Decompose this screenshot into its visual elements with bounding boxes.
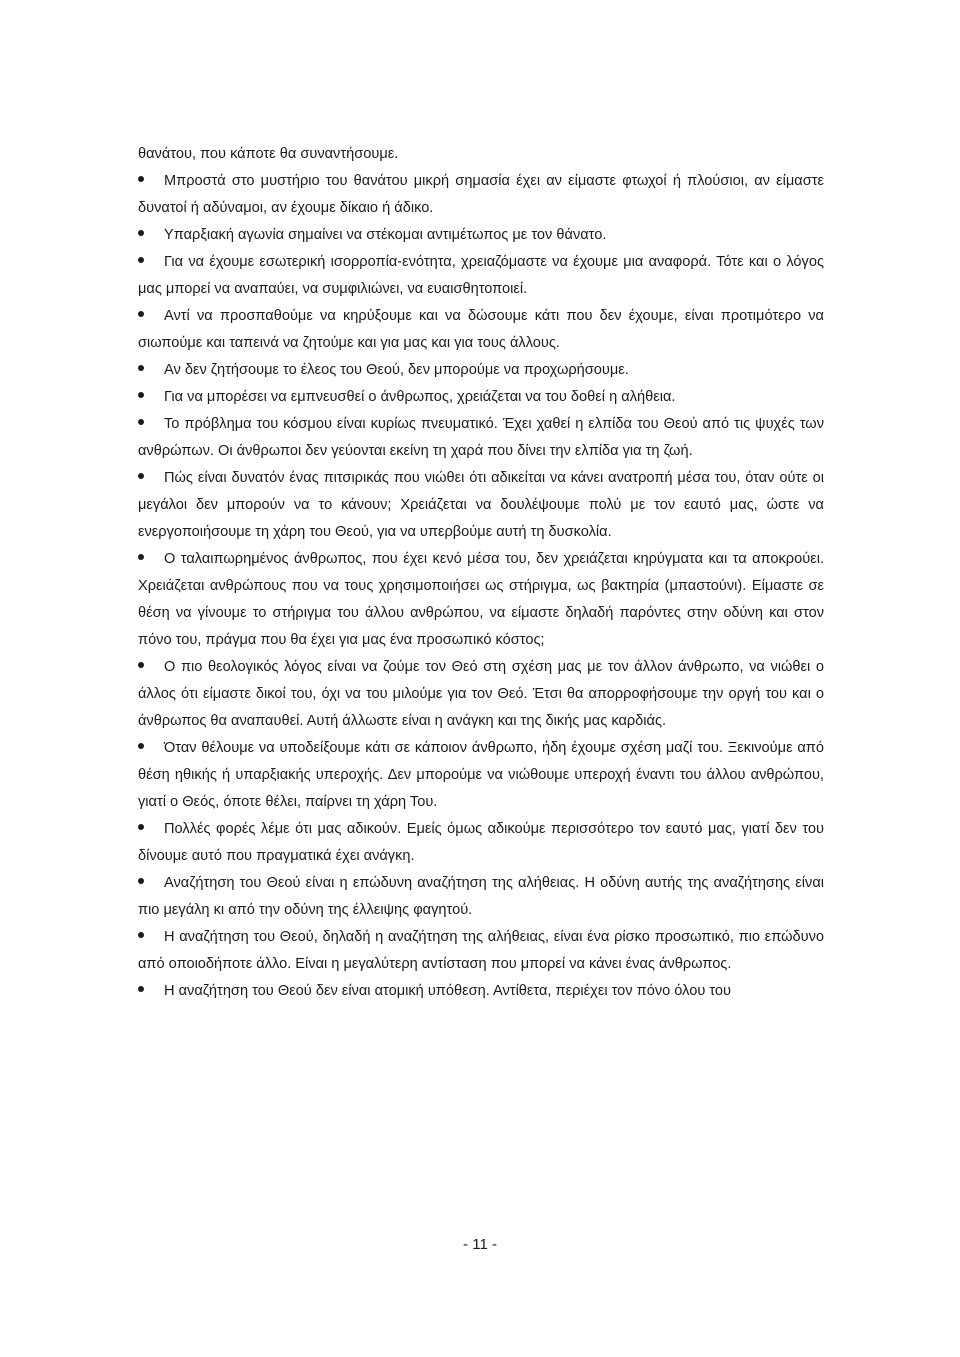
bullet-text: Αναζήτηση του Θεού είναι η επώδυνη αναζήτηση της αλήθειας. Η οδύνη αυτής της αναζήτησης είναι πιο μεγάλη κι από την οδύνη της έλλειψης φαγητού. xyxy=(138,875,824,918)
bullet-text: Αντί να προσπαθούμε να κηρύξουμε και να δώσουμε κάτι που δεν έχουμε, είναι προτιμότερο να σιωπούμε και ταπεινά να ζητούμε και για μας και για τους άλλους. xyxy=(138,308,824,351)
bullet-text: Αν δεν ζητήσουμε το έλεος του Θεού, δεν μπορούμε να προχωρήσουμε. xyxy=(164,362,629,378)
bullet-item xyxy=(138,546,824,654)
bullet-text: Η αναζήτηση του Θεού δεν είναι ατομική υπόθεση. Αντίθετα, περιέχει τον πόνο όλου του xyxy=(164,983,732,999)
continuation-text: θανάτου, που κάποτε θα συναντήσουμε. xyxy=(138,146,399,162)
bullet-text: Όταν θέλουμε να υποδείξουμε κάτι σε κάποιον άνθρωπο, ήδη έχουμε σχέση μαζί του. Ξεκινούμε από θέση ηθικής ή υπαρξιακής υπεροχής. Δεν μπορούμε να νιώθουμε υπεροχή έναντι του άλλου ανθρώπου, γιατί ο Θεός, όποτε θέλει, παίρνει τη χάρη Του. xyxy=(138,740,824,810)
bullet-icon xyxy=(138,392,144,398)
bullet-icon xyxy=(138,365,144,371)
bullet-icon xyxy=(138,824,144,830)
bullet-icon xyxy=(138,743,144,749)
bullet-icon xyxy=(138,419,144,425)
bullet-text: Πώς είναι δυνατόν ένας πιτσιρικάς που νιώθει ότι αδικείται να κάνει ανατροπή μέσα του, όταν ούτε οι μεγάλοι δεν μπορούν να το κάνουν; Χρειάζεται να δουλέψουμε πολύ με τον εαυτό μας, ώστε να ενεργοποιήσουμε τη χάρη του Θεού, για να υπερβούμε αυτή τη δυσκολία. xyxy=(138,470,824,540)
bullet-text: Μπροστά στο μυστήριο του θανάτου μικρή σημασία έχει αν είμαστε φτωχοί ή πλούσιοι, αν είμαστε δυνατοί ή αδύναμοι, αν έχουμε δίκαιο ή άδικο. xyxy=(138,173,824,216)
bullet-icon xyxy=(138,878,144,884)
bullet-item xyxy=(138,384,824,411)
bullet-icon xyxy=(138,986,144,992)
bullet-item xyxy=(138,222,824,249)
bullet-item xyxy=(138,654,824,735)
bullet-item xyxy=(138,249,824,303)
bullet-item xyxy=(138,870,824,924)
bullet-text: Ο ταλαιπωρημένος άνθρωπος, που έχει κενό μέσα του, δεν χρειάζεται κηρύγματα και τα αποκρούει. Χρειάζεται ανθρώπους που να τους χρησιμοποιήσει ως στήριγμα, ως βακτηρία (μπαστούνι). Είμαστε σε θέση να γίνουμε το στήριγμα του άλλου ανθρώπου, να είμαστε δηλαδή παρόντες στην οδύνη και στον πόνο του, πράγμα που θα έχει για μας ένα προσωπικό κόστος; xyxy=(138,551,824,648)
page-number: - 11 - xyxy=(463,1236,497,1253)
bullet-text: Ο πιο θεολογικός λόγος είναι να ζούμε τον Θεό στη σχέση μας με τον άλλον άνθρωπο, να νιώθει ο άλλος ότι είμαστε δικοί του, όχι να του μιλούμε για τον Θεό. Έτσι θα απορροφήσουμε την οργή του και ο άνθρωπος θα αναπαυθεί. Αυτή άλλωστε είναι η ανάγκη και της δικής μας καρδιάς. xyxy=(138,659,824,729)
bullet-icon xyxy=(138,473,144,479)
bullet-item xyxy=(138,411,824,465)
bullet-icon xyxy=(138,554,144,560)
bullet-text: Για να έχουμε εσωτερική ισορροπία-ενότητα, χρειαζόμαστε να έχουμε μια αναφορά. Τότε και ο λόγος μας μπορεί να αναπαύει, να συμφιλιώνει, να ευαισθητοποιεί. xyxy=(138,254,824,297)
bullet-text: Για να μπορέσει να εμπνευσθεί ο άνθρωπος, χρειάζεται να του δοθεί η αλήθεια. xyxy=(164,389,676,405)
bullet-icon xyxy=(138,176,144,182)
bullet-item xyxy=(138,357,824,384)
bullet-text: Υπαρξιακή αγωνία σημαίνει να στέκομαι αντιμέτωπος με τον θάνατο. xyxy=(164,227,607,243)
bullet-text: Το πρόβλημα του κόσμου είναι κυρίως πνευματικό. Έχει χαθεί η ελπίδα του Θεού από τις ψυχές των ανθρώπων. Οι άνθρωποι δεν γεύονται εκείνη τη χαρά που δίνει την ελπίδα για τη ζωή. xyxy=(138,416,824,459)
bullet-text: Η αναζήτηση του Θεού, δηλαδή η αναζήτηση της αλήθειας, είναι ένα ρίσκο προσωπικό, πιο επώδυνο από οποιοδήποτε άλλο. Είναι η μεγαλύτερη αντίσταση που μπορεί να κάνει ένας άνθρωπος. xyxy=(138,929,824,972)
bullet-icon xyxy=(138,230,144,236)
bullet-item xyxy=(138,735,824,816)
bullet-item xyxy=(138,303,824,357)
bullet-icon xyxy=(138,257,144,263)
bullet-item xyxy=(138,978,824,1005)
bullet-item xyxy=(138,168,824,222)
bullet-icon xyxy=(138,932,144,938)
bullet-text: Πολλές φορές λέμε ότι μας αδικούν. Εμείς όμως αδικούμε περισσότερο τον εαυτό μας, γιατί δεν του δίνουμε αυτό που πραγματικά έχει ανάγκη. xyxy=(138,821,824,864)
bullet-item xyxy=(138,465,824,546)
bullet-icon xyxy=(138,662,144,668)
bullet-icon xyxy=(138,311,144,317)
document-body xyxy=(138,141,824,1005)
bullet-item xyxy=(138,924,824,978)
bullet-item xyxy=(138,816,824,870)
